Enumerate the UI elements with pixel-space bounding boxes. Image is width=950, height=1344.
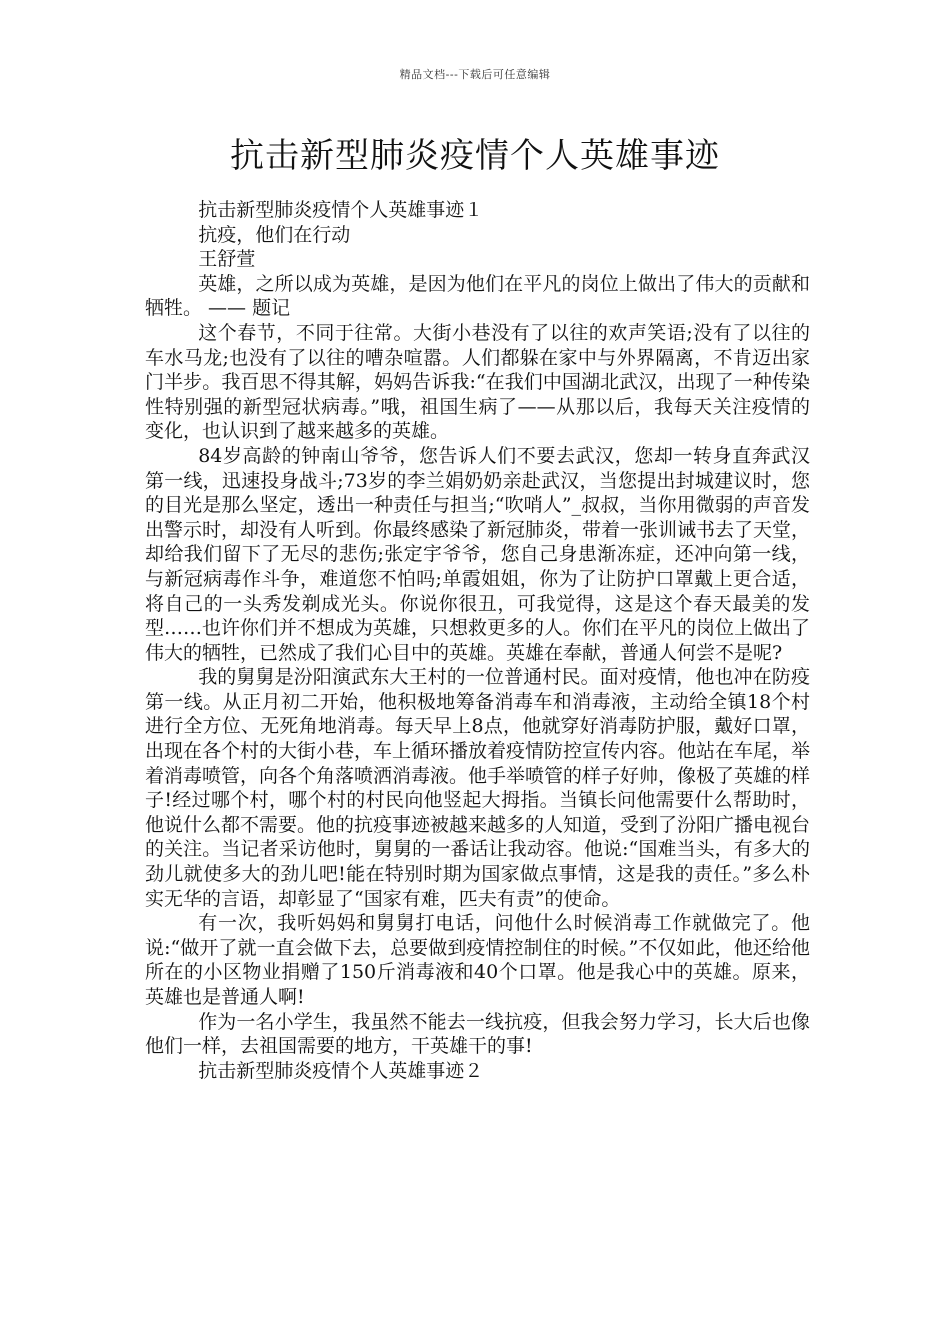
document-title: 抗击新型肺炎疫情个人英雄事迹 (230, 136, 720, 176)
body-paragraph: 我的舅舅是汾阳演武东大王村的一位普通村民。面对疫情，他也冲在防疫第一线。从正月初二开始，他积极地筹备消毒车和消毒液，主动给全镇18个村进行全方位、无死角地消毒。每天早上8点，他就穿好消毒防护服，戴好口罩，出现在各个村的大街小巷，车上循环播放着疫情防控宣传内容。他站在车尾，举着消毒喷管，向各个角落喷洒消毒液。他手举喷管的样子好帅，像极了英雄的样子!经过哪个村，哪个村的村民向他竖起大拇指。当镇长问他需要什么帮助时，他说什么都不需要。他的抗疫事迹被越来越多的人知道，受到了汾阳广播电视台的关注。当记者采访他时，舅舅的一番话让我动容。他说:“国难当头，有多大的劲儿就使多大的劲儿吧!能在特别时期为国家做点事情，这是我的责任。”多么朴实无华的言语，却彰显了“国家有难，匹夫有责”的使命。 (145, 666, 811, 910)
body-paragraph: 作为一名小学生，我虽然不能去一线抗疫，但我会努力学习，长大后也像他们一样，去祖国需要的地方，干英雄干的事! (145, 1010, 810, 1058)
body-paragraph: 有一次，我听妈妈和舅舅打电话，问他什么时候消毒工作就做完了。他说:“做开了就一直会做下去，总要做到疫情控制住的时候。”不仅如此，他还给他所在的小区物业捐赠了150斤消毒液和40个口罩。他是我心中的英雄。原来，英雄也是普通人啊! (145, 912, 810, 1008)
body-paragraph: 84岁高龄的钟南山爷爷，您告诉人们不要去武汉，您却一转身直奔武汉第一线，迅速投身战斗;73岁的李兰娟奶奶亲赴武汉，当您提出封城建议时，您的目光是那么坚定，透出一种责任与担当;“吹哨人”_叔叔，当你用微弱的声音发出警示时，却没有人听到。你最终感染了新冠肺炎，带着一张训诫书去了天堂，却给我们留下了无尽的悲伤;张定宇爷爷，您自己身患渐冻症，还冲向第一线，与新冠病毒作斗争，难道您不怕吗;单霞姐姐，你为了让防护口罩戴上更合适，将自己的一头秀发剃成光头。你说你很丑，可我觉得，这是这个春天最美的发型……也许你们并不想成为英雄，只想救更多的人。你们在平凡的岗位上做出了伟大的牺牲，已然成了我们心目中的英雄。英雄在奉献，普通人何尝不是呢? (145, 444, 811, 664)
section-heading-1: 抗击新型肺炎疫情个人英雄事迹１ (198, 199, 484, 221)
document-body (145, 198, 810, 1083)
header-note: 精品文档---下载后可任意编辑 (399, 68, 551, 81)
body-paragraph: 这个春节，不同于往常。大街小巷没有了以往的欢声笑语;没有了以往的车水马龙;也没有了以往的嘈杂喧嚣。人们都躲在家中与外界隔离，不肯迈出家门半步。我百思不得其解，妈妈告诉我:“在我们中国湖北武汉，出现了一种传染性特别强的新型冠状病毒。”哦，祖国生病了——从那以后，我每天关注疫情的变化，也认识到了越来越多的英雄。 (145, 321, 810, 443)
essay-author: 王舒萱 (198, 248, 256, 271)
essay-title: 抗疫，他们在行动 (198, 223, 351, 246)
epigraph-paragraph: 英雄，之所以成为英雄，是因为他们在平凡的岗位上做出了伟大的贡献和牺牲。 —— 题记 (145, 272, 810, 320)
section-heading-2: 抗击新型肺炎疫情个人英雄事迹２ (198, 1059, 484, 1082)
